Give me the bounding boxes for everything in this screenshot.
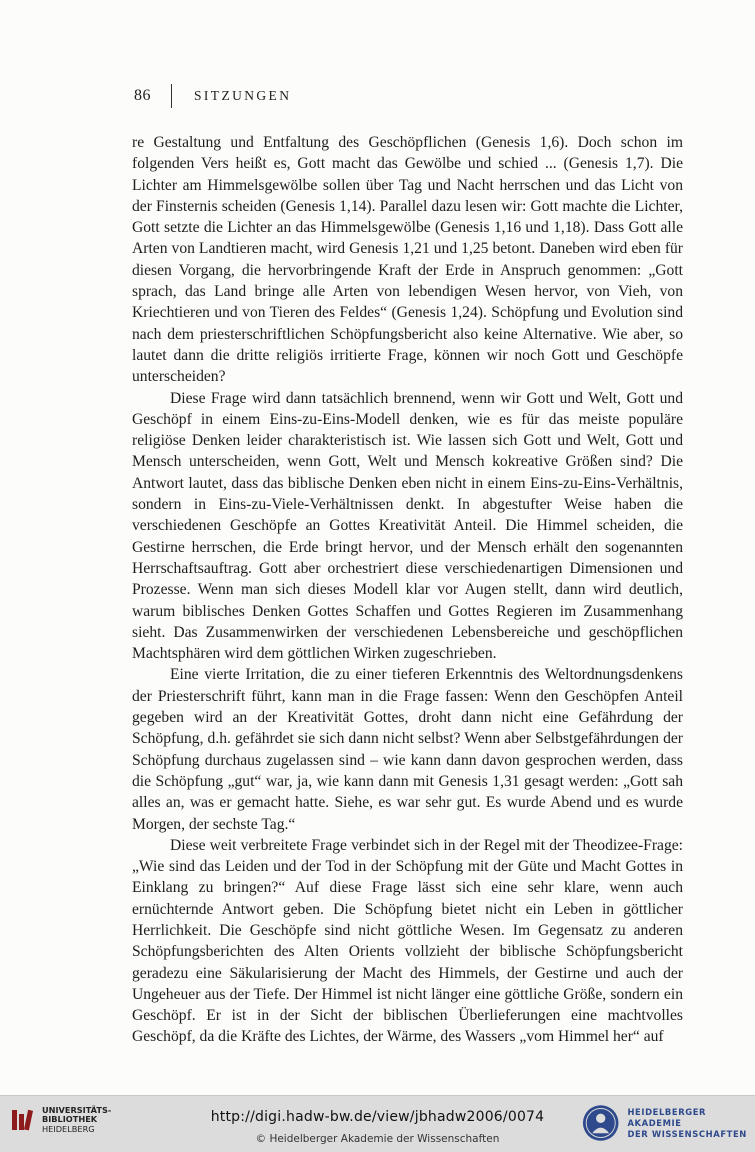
body-text bbox=[132, 132, 683, 1048]
paragraph: re Gestaltung und Entfaltung des Geschöpflichen (Genesis 1,6). Doch schon im folgenden Vers heißt es, Gott macht das Gewölbe und schied ... (Genesis 1,7). Die Lichter am Himmelsgewölbe sollen über Tag und Nacht herrschen und das Licht von der Finsternis scheiden (Genesis 1,14). Parallel dazu lesen wir: Gott machte die Lichter, Gott setzte die Lichter an das Himmelsgewölbe (Genesis 1,16 und 1,18). Dass Gott alle Arten von Landtieren macht, wird Genesis 1,21 und 1,25 betont. Daneben wird eben für diesen Vorgang, die hervorbringende Kraft der Erde in Anspruch genommen: „Gott sprach, das Land bringe alle Arten von lebendigen Wesen hervor, von Vieh, von Kriechtieren und von Tieren des Feldes“ (Genesis 1,24). Schöpfung und Evolution sind nach dem priesterschriftlichen Schöpfungsbericht also keine Alternative. Wie aber, so lautet dann die dritte religiös irritierte Frage, können wir noch Gott und Geschöpfe unterscheiden? bbox=[132, 134, 683, 386]
academy-logo[interactable] bbox=[582, 1103, 755, 1143]
running-title: SITZUNGEN bbox=[194, 88, 292, 103]
page-number: 86 bbox=[134, 87, 151, 104]
paragraph: Diese weit verbreitete Frage verbindet sich in der Regel mit der Theodizee-Frage: „Wie sind das Leiden und der Tod in der Schöpfung mit der Güte und Macht Gottes in Einklang zu bringen?“ Auf diese Frage lässt sich eine sehr klare, wenn auch ernüchternde Antwort geben. Die Schöpfung bietet nicht ein Leben in göttlicher Herrlichkeit. Die Geschöpfe sind nicht göttliche Wesen. Im Gegensatz zu anderen Schöpfungsberichten des Alten Orients vollzieht der biblische Schöpfungsbericht geradezu eine Säkularisierung der Macht des Himmels, der Gestirne und auch der Ungeheuer aus der Tiefe. Der Himmel ist nicht länger eine göttliche Größe, sondern ein Geschöpf. Er ist in der Sicht der biblischen Überlieferungen eine machtvolles Geschöpf, da die Kräfte des Lichtes, der Wärme, des Wassers „vom Himmel her“ auf bbox=[132, 836, 683, 1046]
copyright-notice: © Heidelberger Akademie der Wissenschaften bbox=[255, 1133, 500, 1145]
academy-name: HEIDELBERGER AKADEMIE DER WISSENSCHAFTEN bbox=[627, 1106, 747, 1139]
academy-seal-icon bbox=[582, 1103, 619, 1143]
library-name: UNIVERSITÄTS- BIBLIOTHEK HEIDELBERG bbox=[42, 1105, 112, 1134]
footer-bar bbox=[0, 1095, 755, 1152]
permalink-url[interactable]: http://digi.hadw-bw.de/view/jbhadw2006/0074 bbox=[210, 1109, 545, 1125]
page-header bbox=[134, 84, 291, 108]
paragraph: Diese Frage wird dann tatsächlich brennend, wenn wir Gott und Welt, Gott und Geschöpf in einem Eins-zu-Eins-Modell denken, wie es für das meiste populäre religiöse Denken leider charakteristisch ist. Wie lassen sich Gott und Welt, Gott und Mensch unterscheiden, wenn Gott, Welt und Mensch kokreative Größen sind? Die Antwort lautet, dass das biblische Denken eben nicht in einem Eins-zu-Eins-Verhältnis, sondern in Eins-zu-Viele-Verhältnissen denkt. In abgestufter Weise haben die verschiedenen Geschöpfe an Gottes Kreativität Anteil. Die Himmel scheiden, die Gestirne herrschen, die Erde bringt hervor, und der Mensch erhält den sogenannten Herrschaftsauftrag. Gott aber orchestriert diese verschiedenartigen Dimensionen und Prozesse. Wenn man sich dieses Modell klar vor Augen stellt, dann wird deutlich, warum biblisches Denken Gottes Schaffen und Gottes Regieren im Zusammenhang sieht. Das Zusammenwirken der verschiedenen Lebensbereiche und geschöpflichen Machtsphären wird dem göttlichen Wirken zugeschrieben. bbox=[132, 389, 683, 663]
paragraph: Eine vierte Irritation, die zu einer tieferen Erkenntnis des Weltordnungsdenkens der Priesterschrift führt, kann man in die Frage fassen: Wenn den Geschöpfen Anteil gegeben wird an der Kreativität Gottes, droht dann nicht eine Gefährdung der Schöpfung, d.h. gefährdet sie sich dann nicht selbst? Wenn aber Selbstgefährdungen der Schöpfung durchaus zugelassen sind – wie kann dann davon gesprochen werden, dass die Schöpfung „gut“ war, ja, wie kann dann mit Genesis 1,31 gesagt werden: „Gott sah alles an, was er gemacht hatte. Siehe, es war sehr gut. Es wurde Abend und es wurde Morgen, der sechste Tag.“ bbox=[132, 666, 683, 833]
header-divider bbox=[171, 84, 172, 108]
